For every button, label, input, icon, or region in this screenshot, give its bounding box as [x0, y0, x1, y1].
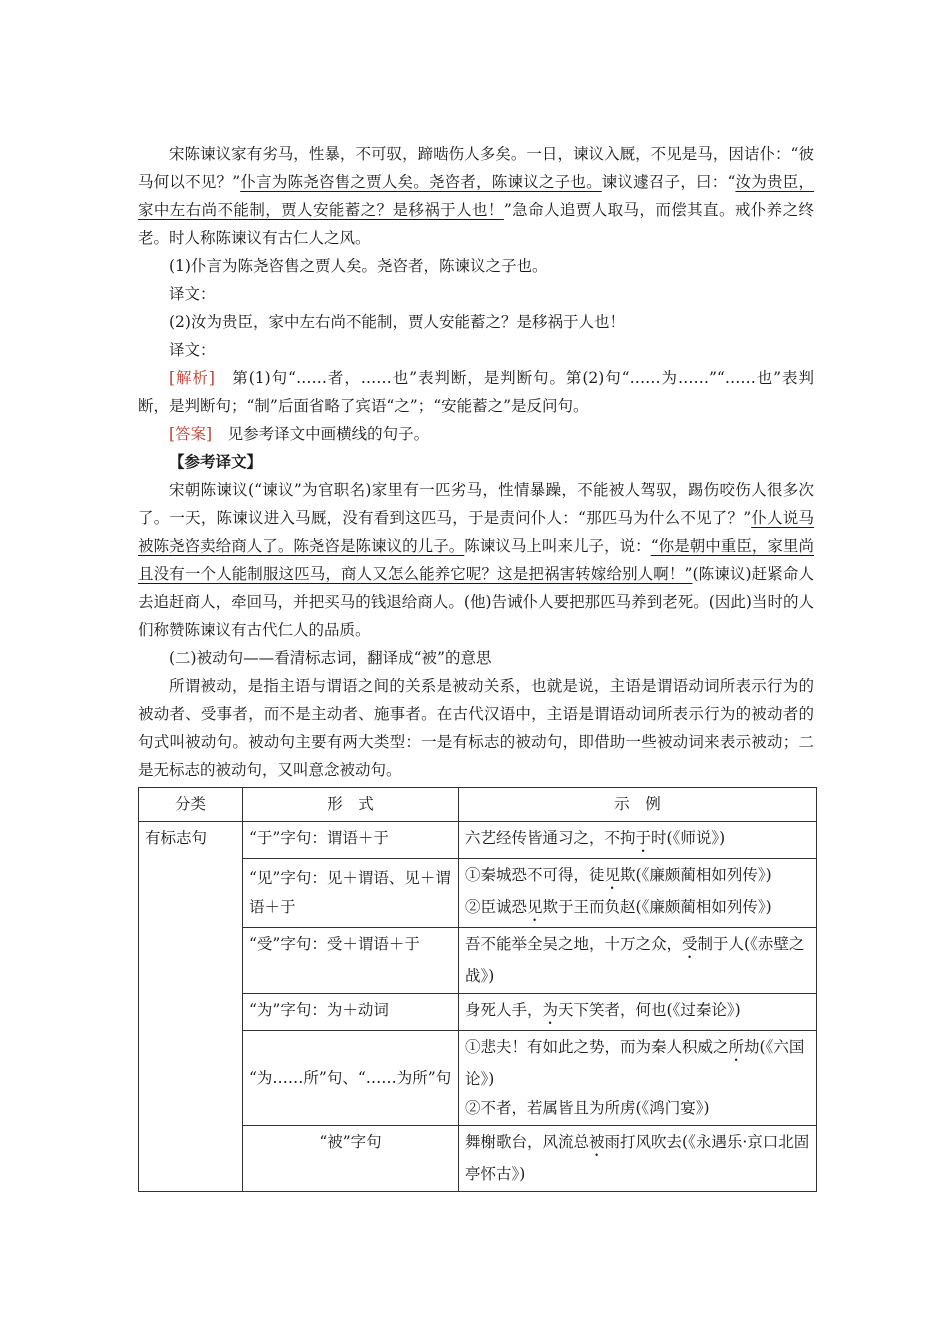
example-line: ②臣诚恐见欺于王而负赵(《廉颇蔺相如列传》) [465, 898, 772, 916]
example-cell [459, 1031, 817, 1126]
category-cell: 有标志句 [139, 822, 243, 1192]
analysis-tag: [解析] [169, 369, 215, 387]
form-cell: “为”字句：为＋动词 [243, 994, 459, 1031]
reference-text: (陈谏议)赶紧命人去追赶商人，牵回马，并把买马的钱退给商人。(他)告诫仆人要把那匹马养到老死。(因此)当时的人们称赞陈谏议有古代仁人的品质。 [138, 565, 814, 639]
reference-underlined-1: 仆人说马被陈尧咨卖给商人了。陈尧咨是陈谏议的儿子。 [138, 509, 814, 555]
emphasized-char: 于 [635, 829, 652, 847]
header-category: 分类 [139, 788, 243, 822]
example-line: 六艺经传皆通习之，不拘于时(《师说》) [465, 829, 726, 847]
passage-paragraph [138, 140, 814, 252]
emphasized-char: 所 [728, 1038, 745, 1056]
passive-sentence-table [138, 787, 817, 1192]
emphasized-char: 受 [682, 935, 698, 953]
header-example: 示 例 [459, 788, 817, 822]
translation-label-2: 译文： [169, 341, 216, 359]
analysis-paragraph [138, 364, 814, 420]
answer-text: 见参考译文中画横线的句子。 [212, 425, 430, 443]
example-line: 舞榭歌台，风流总被雨打风吹去(《永遇乐·京口北固亭怀古》) [465, 1133, 810, 1183]
form-cell: “见”字句：见＋谓语、见＋谓语＋于 [243, 859, 459, 928]
emphasized-char: 见 [604, 866, 621, 884]
reference-text: 陈谏议马上叫来儿子，说： [464, 537, 651, 555]
answer-tag: [答案] [169, 425, 213, 443]
example-cell [459, 994, 817, 1031]
passage-text: ”急命人追贾人取马，而偿其直。戒仆养之终老。时人称陈谏议有古仁人之风。 [138, 201, 814, 247]
form-cell: “受”字句：受＋谓语＋于 [243, 928, 459, 994]
section-intro: 所谓被动，是指主语与谓语之间的关系是被动关系，也就是说，主语是谓语动词所表示行为的被动者、受事者，而不是主动者、施事者。在古代汉语中，主语是谓语动词所表示行为的被动者的句式叫被动句。被动句主要有两大类型：一是有标志的被动句，即借助一些被动词来表示被动；二是无标志的被动句，又叫意念被动句。 [138, 677, 814, 779]
example-line: 身死人手，为天下笑者，何也(《过秦论》) [465, 1001, 741, 1019]
reference-text: 宋朝陈谏议(“谏议”为官职名)家里有一匹劣马，性情暴躁，不能被人驾驭，踢伤咬伤人很多次了。一天，陈谏议进入马厩，没有看到这匹马，于是责问仆人：“那匹马为什么不见了？” [138, 481, 814, 527]
reference-heading: 【参考译文】 [169, 452, 263, 471]
section-title: (二)被动句——看清标志词，翻译成“被”的意思 [169, 649, 492, 667]
translation-label-1: 译文： [169, 285, 216, 303]
example-line: ①悲夫！有如此之势，而为秦人积威之所劫(《六国论》) [465, 1038, 805, 1088]
form-cell: “于”字句：谓语＋于 [243, 822, 459, 859]
reference-paragraph [138, 476, 814, 644]
underlined-sentence-2: 汝为贵臣，家中左右尚不能制，贾人安能蓄之？是移祸于人也！ [138, 173, 814, 219]
question-2: (2)汝为贵臣，家中左右尚不能制，贾人安能蓄之？是移祸于人也！ [169, 313, 625, 331]
analysis-text: 第(1)句“……者，……也”表判断，是判断句。第(2)句“……为……”“……也”表判断，是判断句；“制”后面省略了宾语“之”；“安能蓄之”是反问句。 [138, 369, 814, 415]
reference-underlined-2: “你是朝中重臣，家里尚且没有一个人能制服这匹马，商人又怎么能养它呢？这是把祸害转嫁给别人啊！” [138, 537, 814, 583]
document-page [138, 140, 814, 1192]
emphasized-char: 为 [542, 1001, 559, 1019]
table-header-row [139, 788, 817, 822]
example-cell [459, 928, 817, 994]
passage-text: 谏议遽召子，曰：“ [601, 173, 736, 191]
emphasized-char: 见 [527, 898, 543, 916]
passage-text: 宋陈谏议家有劣马，性暴，不可驭，蹄啮伤人多矣。一日，谏议入厩，不见是马，因诘仆：“彼马何以不见？” [138, 145, 814, 191]
underlined-sentence-1: 仆言为陈尧咨售之贾人矣。尧咨者，陈谏议之子也。 [240, 173, 602, 191]
example-line: ②不者，若属皆且为所虏(《鸿门宴》) [465, 1099, 710, 1117]
emphasized-char: 被 [589, 1133, 605, 1151]
example-cell [459, 822, 817, 859]
form-cell: “被”字句 [243, 1126, 459, 1192]
example-line: ①秦城恐不可得，徒见欺(《廉颇蔺相如列传》) [465, 866, 772, 884]
example-line: 吾不能举全吴之地，十万之众，受制于人(《赤壁之战》) [465, 935, 805, 985]
table-row [139, 822, 817, 859]
example-cell [459, 859, 817, 928]
header-form: 形 式 [243, 788, 459, 822]
answer-paragraph [138, 420, 814, 448]
question-1: (1)仆言为陈尧咨售之贾人矣。尧咨者，陈谏议之子也。 [169, 257, 548, 275]
form-cell: “为……所”句、“……为所”句 [243, 1031, 459, 1126]
example-cell [459, 1126, 817, 1192]
